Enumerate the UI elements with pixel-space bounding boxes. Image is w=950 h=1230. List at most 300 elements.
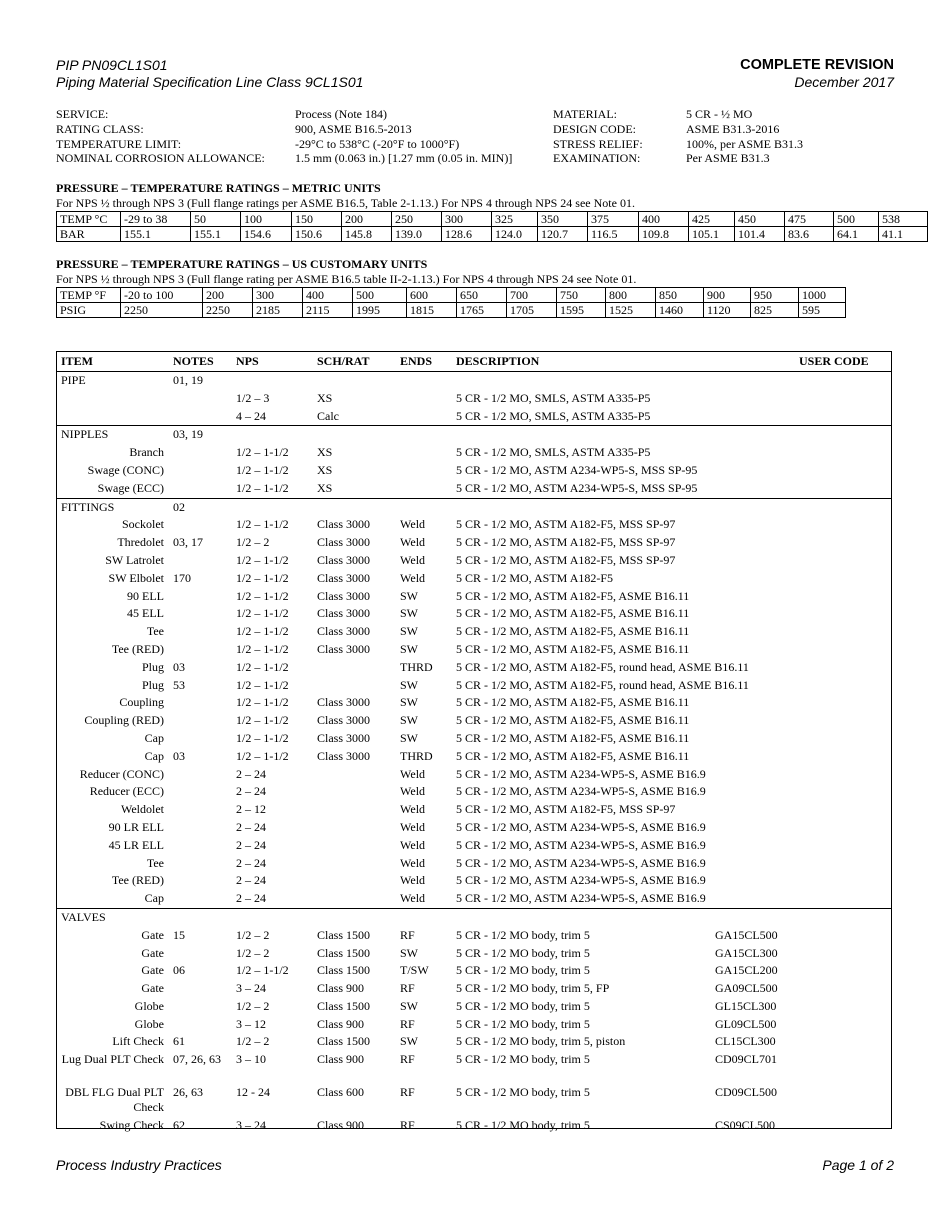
- table-row: [57, 748, 891, 766]
- item-description: 5 CR - 1/2 MO body, trim 5, FP: [456, 981, 610, 996]
- item-nps: 1/2 – 1-1/2: [236, 480, 289, 495]
- item-name: Lug Dual PLT Check: [61, 1052, 164, 1067]
- temp-cell: 500: [834, 212, 879, 227]
- item-ends: SW: [400, 624, 418, 639]
- temp-cell: 300: [442, 212, 492, 227]
- item-sch-rat: Class 3000: [317, 606, 371, 621]
- info-value: 100%, per ASME B31.3: [686, 136, 803, 151]
- info-label: SERVICE:: [56, 107, 109, 121]
- group-notes: 01, 19: [173, 373, 203, 387]
- item-nps: 1/2 – 2: [236, 945, 270, 960]
- us-ratings-table: [56, 287, 846, 318]
- item-name: 45 ELL: [127, 606, 164, 621]
- item-user-code: CS09CL500: [715, 1118, 776, 1133]
- item-description: 5 CR - 1/2 MO, ASTM A182-F5, ASME B16.11: [456, 606, 690, 621]
- item-notes: 170: [173, 570, 191, 585]
- info-value: 1.5 mm (0.063 in.) [1.27 mm (0.05 in. MIN)]: [295, 151, 513, 166]
- pressure-cell: 1995: [353, 303, 407, 318]
- pressure-cell: 101.4: [735, 227, 785, 242]
- temp-cell: 325: [492, 212, 538, 227]
- item-ends: SW: [400, 945, 418, 960]
- us-ratings-title: PRESSURE – TEMPERATURE RATINGS – US CUSTOMARY UNITS: [56, 257, 428, 271]
- table-row: [57, 552, 891, 570]
- item-name: Sockolet: [122, 517, 164, 532]
- pressure-label: BAR: [57, 227, 121, 242]
- info-value: Process (Note 184): [295, 107, 387, 121]
- temp-cell: 600: [407, 288, 457, 303]
- table-row: [57, 1117, 891, 1135]
- pressure-row: [57, 303, 846, 318]
- material-table-header: [57, 352, 891, 372]
- info-label: NOMINAL CORROSION ALLOWANCE:: [56, 151, 265, 166]
- pressure-cell: 1765: [457, 303, 507, 318]
- item-ends: SW: [400, 695, 418, 710]
- item-sch-rat: Class 1500: [317, 945, 371, 960]
- item-sch-rat: Class 600: [317, 1085, 365, 1100]
- col-ends: ENDS: [400, 354, 433, 368]
- item-description: 5 CR - 1/2 MO, ASTM A182-F5: [456, 570, 614, 585]
- item-name: Gate: [141, 963, 164, 978]
- item-ends: RF: [400, 1118, 415, 1133]
- table-row: [57, 444, 891, 462]
- item-nps: 1/2 – 2: [236, 1034, 270, 1049]
- item-user-code: GA09CL500: [715, 981, 778, 996]
- item-sch-rat: Class 1500: [317, 998, 371, 1013]
- item-nps: 1/2 – 1-1/2: [236, 588, 289, 603]
- item-ends: Weld: [400, 784, 426, 799]
- item-notes: 03: [173, 748, 185, 763]
- item-notes: 61: [173, 1034, 185, 1049]
- group-nipples: [57, 426, 891, 498]
- item-description: 5 CR - 1/2 MO, ASTM A234-WP5-S, ASME B16.9: [456, 819, 706, 834]
- item-name: Cap: [144, 748, 164, 763]
- revision-label: COMPLETE REVISION: [740, 57, 894, 73]
- table-row: [57, 712, 891, 730]
- group-name: NIPPLES: [61, 427, 109, 442]
- item-sch-rat: Class 3000: [317, 517, 371, 532]
- item-nps: 1/2 – 1-1/2: [236, 552, 289, 567]
- item-description: 5 CR - 1/2 MO, ASTM A182-F5, ASME B16.11: [456, 588, 690, 603]
- table-row: [57, 801, 891, 819]
- item-sch-rat: Class 3000: [317, 730, 371, 745]
- item-name: Globe: [134, 1016, 164, 1031]
- item-description: 5 CR - 1/2 MO, SMLS, ASTM A335-P5: [456, 408, 651, 423]
- item-name: Tee: [146, 855, 164, 870]
- item-nps: 1/2 – 1-1/2: [236, 445, 289, 460]
- item-sch-rat: Class 900: [317, 1118, 365, 1133]
- pressure-cell: 120.7: [538, 227, 588, 242]
- item-sch-rat: Class 3000: [317, 713, 371, 728]
- item-user-code: CD09CL500: [715, 1085, 778, 1100]
- col-notes: NOTES: [173, 354, 214, 368]
- table-row: [57, 1016, 891, 1034]
- temp-cell: 800: [606, 288, 656, 303]
- col-item: ITEM: [61, 354, 94, 368]
- item-ends: Weld: [400, 891, 426, 906]
- item-name: 45 LR ELL: [108, 837, 164, 852]
- revision-block: [740, 57, 894, 91]
- item-ends: Weld: [400, 552, 426, 567]
- item-name: Tee (RED): [111, 873, 164, 888]
- pressure-cell: 145.8: [342, 227, 392, 242]
- footer-org: Process Industry Practices: [56, 1157, 222, 1173]
- item-ends: Weld: [400, 855, 426, 870]
- pressure-cell: 116.5: [588, 227, 639, 242]
- item-sch-rat: XS: [317, 480, 333, 495]
- item-notes: 06: [173, 963, 185, 978]
- table-row: [57, 623, 891, 641]
- temp-label: TEMP °F: [57, 288, 121, 303]
- info-value: 5 CR - ½ MO: [686, 107, 753, 121]
- pressure-cell: 124.0: [492, 227, 538, 242]
- item-nps: 2 – 24: [236, 837, 266, 852]
- pressure-cell: 154.6: [241, 227, 292, 242]
- item-name: Swing Check: [99, 1118, 164, 1133]
- table-row: [57, 390, 891, 408]
- item-description: 5 CR - 1/2 MO, SMLS, ASTM A335-P5: [456, 445, 651, 460]
- pressure-cell: 1460: [656, 303, 704, 318]
- item-notes: 26, 63: [173, 1085, 203, 1100]
- item-sch-rat: Class 1500: [317, 1034, 371, 1049]
- item-description: 5 CR - 1/2 MO body, trim 5: [456, 927, 590, 942]
- item-description: 5 CR - 1/2 MO body, trim 5, piston: [456, 1034, 626, 1049]
- col-description: DESCRIPTION: [456, 354, 540, 368]
- item-ends: Weld: [400, 517, 426, 532]
- item-notes: 03, 17: [173, 535, 203, 550]
- item-description: 5 CR - 1/2 MO, ASTM A182-F5, ASME B16.11: [456, 730, 690, 745]
- item-name: Thredolet: [117, 535, 164, 550]
- item-nps: 3 – 12: [236, 1016, 266, 1031]
- info-label: EXAMINATION:: [553, 151, 641, 166]
- table-row: [57, 516, 891, 534]
- item-description: 5 CR - 1/2 MO body, trim 5: [456, 1085, 590, 1100]
- pressure-cell: 83.6: [785, 227, 834, 242]
- group-fittings: [57, 499, 891, 909]
- temp-cell: -20 to 100: [121, 288, 203, 303]
- item-notes: 53: [173, 677, 185, 692]
- item-notes: 15: [173, 927, 185, 942]
- pressure-cell: 1595: [557, 303, 606, 318]
- temp-cell: 350: [538, 212, 588, 227]
- item-user-code: CL15CL300: [715, 1034, 776, 1049]
- info-value: ASME B31.3-2016: [686, 121, 780, 136]
- item-description: 5 CR - 1/2 MO, ASTM A234-WP5-S, ASME B16.9: [456, 855, 706, 870]
- item-description: 5 CR - 1/2 MO, ASTM A182-F5, round head, ASME B16.11: [456, 677, 749, 692]
- table-row: [57, 588, 891, 606]
- pressure-cell: 2250: [203, 303, 253, 318]
- item-ends: SW: [400, 713, 418, 728]
- item-nps: 1/2 – 1-1/2: [236, 963, 289, 978]
- table-row: [57, 677, 891, 695]
- group-name: FITTINGS: [61, 499, 115, 514]
- item-sch-rat: Class 900: [317, 1016, 365, 1031]
- table-row: [57, 641, 891, 659]
- temp-cell: 200: [342, 212, 392, 227]
- item-user-code: GA15CL300: [715, 945, 778, 960]
- item-sch-rat: Class 3000: [317, 535, 371, 550]
- table-row: [57, 659, 891, 677]
- metric-ratings-title: PRESSURE – TEMPERATURE RATINGS – METRIC UNITS: [56, 181, 381, 195]
- item-description: 5 CR - 1/2 MO, ASTM A182-F5, MSS SP-97: [456, 517, 676, 532]
- info-label: TEMPERATURE LIMIT:: [56, 136, 182, 151]
- temp-cell: 100: [241, 212, 292, 227]
- item-description: 5 CR - 1/2 MO body, trim 5: [456, 963, 590, 978]
- item-name: Reducer (CONC): [79, 766, 164, 781]
- item-ends: SW: [400, 1034, 418, 1049]
- item-nps: 1/2 – 1-1/2: [236, 517, 289, 532]
- item-ends: Weld: [400, 570, 426, 585]
- item-ends: RF: [400, 981, 415, 996]
- item-name: Lift Check: [112, 1034, 164, 1049]
- item-nps: 1/2 – 3: [236, 390, 270, 405]
- pressure-cell: 41.1: [879, 227, 928, 242]
- info-right-label-col: [553, 107, 643, 166]
- item-nps: 1/2 – 1-1/2: [236, 695, 289, 710]
- item-nps: 2 – 24: [236, 891, 266, 906]
- item-description: 5 CR - 1/2 MO body, trim 5: [456, 1016, 590, 1031]
- pressure-row: [57, 227, 928, 242]
- item-notes: 07, 26, 63: [173, 1052, 221, 1067]
- item-name: Plug: [141, 659, 164, 674]
- item-name: SW Elbolet: [108, 570, 164, 585]
- item-sch-rat: XS: [317, 390, 333, 405]
- table-row: [57, 1084, 891, 1117]
- group-valves: [57, 909, 891, 1135]
- pressure-cell: 1705: [507, 303, 557, 318]
- item-sch-rat: Class 3000: [317, 624, 371, 639]
- pressure-cell: 2185: [253, 303, 303, 318]
- item-nps: 1/2 – 1-1/2: [236, 659, 289, 674]
- item-ends: THRD: [400, 659, 433, 674]
- item-description: 5 CR - 1/2 MO, ASTM A182-F5, ASME B16.11: [456, 695, 690, 710]
- info-value: Per ASME B31.3: [686, 151, 770, 166]
- item-sch-rat: Class 3000: [317, 748, 371, 763]
- item-description: 5 CR - 1/2 MO, ASTM A234-WP5-S, ASME B16.9: [456, 784, 706, 799]
- item-ends: RF: [400, 1016, 415, 1031]
- item-nps: 1/2 – 1-1/2: [236, 606, 289, 621]
- temp-cell: 400: [639, 212, 689, 227]
- info-label: MATERIAL:: [553, 107, 617, 121]
- item-ends: T/SW: [400, 963, 429, 978]
- group-notes: 02: [173, 499, 185, 514]
- item-description: 5 CR - 1/2 MO body, trim 5: [456, 945, 590, 960]
- info-label: RATING CLASS:: [56, 121, 144, 136]
- temp-cell: 250: [392, 212, 442, 227]
- item-name: Tee: [146, 624, 164, 639]
- temp-cell: 450: [735, 212, 785, 227]
- info-value: -29°C to 538°C (-20°F to 1000°F): [295, 136, 460, 151]
- item-sch-rat: Class 1500: [317, 963, 371, 978]
- col-nps: NPS: [236, 354, 259, 368]
- item-sch-rat: XS: [317, 462, 333, 477]
- item-nps: 2 – 24: [236, 784, 266, 799]
- item-description: 5 CR - 1/2 MO, ASTM A182-F5, ASME B16.11: [456, 624, 690, 639]
- table-row: [57, 1033, 891, 1051]
- group-header-row: [57, 426, 891, 444]
- table-row: [57, 945, 891, 963]
- table-row: [57, 998, 891, 1016]
- table-row: [57, 1051, 891, 1084]
- group-notes: 03, 19: [173, 427, 203, 442]
- item-sch-rat: Calc: [317, 408, 339, 423]
- item-sch-rat: Class 3000: [317, 641, 371, 656]
- item-name: 90 ELL: [127, 588, 164, 603]
- item-nps: 2 – 24: [236, 766, 266, 781]
- item-name: Tee (RED): [111, 641, 164, 656]
- info-label: STRESS RELIEF:: [553, 136, 643, 151]
- item-description: 5 CR - 1/2 MO, ASTM A234-WP5-S, MSS SP-95: [456, 462, 698, 477]
- item-user-code: GL09CL500: [715, 1016, 777, 1031]
- table-row: [57, 980, 891, 998]
- item-ends: Weld: [400, 535, 426, 550]
- temp-cell: 500: [353, 288, 407, 303]
- item-name: Swage (CONC): [87, 462, 164, 477]
- pressure-cell: 150.6: [292, 227, 342, 242]
- item-nps: 1/2 – 1-1/2: [236, 713, 289, 728]
- temp-cell: 475: [785, 212, 834, 227]
- item-name: Swage (ECC): [97, 480, 164, 495]
- item-nps: 2 – 12: [236, 802, 266, 817]
- item-description: 5 CR - 1/2 MO body, trim 5: [456, 998, 590, 1013]
- metric-ratings-note: For NPS ½ through NPS 3 (Full flange ratings per ASME B16.5, Table 2-1.13.) For NPS 4 through NPS 24 see Note 01.: [56, 196, 635, 210]
- table-row: [57, 783, 891, 801]
- temp-cell: 850: [656, 288, 704, 303]
- table-row: [57, 890, 891, 908]
- item-sch-rat: Class 3000: [317, 588, 371, 603]
- item-name: Weldolet: [120, 802, 164, 817]
- item-description: 5 CR - 1/2 MO body, trim 5: [456, 1118, 590, 1133]
- item-sch-rat: Class 900: [317, 1052, 365, 1067]
- item-ends: Weld: [400, 766, 426, 781]
- item-ends: THRD: [400, 748, 433, 763]
- temp-row: [57, 288, 846, 303]
- item-ends: Weld: [400, 819, 426, 834]
- temp-cell: 50: [191, 212, 241, 227]
- item-ends: Weld: [400, 837, 426, 852]
- temp-cell: 425: [689, 212, 735, 227]
- doc-id: PIP PN09CL1S01: [56, 57, 168, 73]
- info-left-value-col: [295, 107, 512, 166]
- pressure-cell: 105.1: [689, 227, 735, 242]
- item-name: Gate: [141, 945, 164, 960]
- item-description: 5 CR - 1/2 MO, ASTM A234-WP5-S, ASME B16.9: [456, 873, 706, 888]
- temp-cell: 400: [303, 288, 353, 303]
- item-ends: SW: [400, 588, 418, 603]
- temp-cell: 900: [704, 288, 751, 303]
- pressure-cell: 595: [799, 303, 846, 318]
- item-nps: 1/2 – 2: [236, 927, 270, 942]
- item-user-code: GA15CL200: [715, 963, 778, 978]
- item-name: Cap: [144, 730, 164, 745]
- item-ends: RF: [400, 1085, 415, 1100]
- page-number: Page 1 of 2: [822, 1157, 894, 1173]
- item-sch-rat: Class 900: [317, 981, 365, 996]
- item-user-code: CD09CL701: [715, 1052, 778, 1067]
- item-nps: 1/2 – 1-1/2: [236, 730, 289, 745]
- item-description: 5 CR - 1/2 MO, ASTM A182-F5, ASME B16.11: [456, 713, 690, 728]
- item-name: SW Latrolet: [105, 552, 164, 567]
- pressure-cell: 109.8: [639, 227, 689, 242]
- pressure-cell: 2250: [121, 303, 203, 318]
- item-name: Coupling (RED): [84, 713, 164, 728]
- pressure-cell: 128.6: [442, 227, 492, 242]
- item-sch-rat: Class 3000: [317, 552, 371, 567]
- item-nps: 2 – 24: [236, 819, 266, 834]
- table-row: [57, 605, 891, 623]
- table-row: [57, 819, 891, 837]
- table-row: [57, 962, 891, 980]
- item-description: 5 CR - 1/2 MO, ASTM A234-WP5-S, MSS SP-95: [456, 480, 698, 495]
- item-name: 90 LR ELL: [108, 819, 164, 834]
- group-name: PIPE: [61, 373, 86, 387]
- temp-cell: -29 to 38: [121, 212, 191, 227]
- item-nps: 2 – 24: [236, 855, 266, 870]
- item-nps: 3 – 10: [236, 1052, 266, 1067]
- temp-cell: 538: [879, 212, 928, 227]
- table-row: [57, 570, 891, 588]
- revision-date: December 2017: [794, 74, 894, 90]
- item-sch-rat: XS: [317, 445, 333, 460]
- us-ratings-note: For NPS ½ through NPS 3 (Full flange rating per ASME B16.5 table II-2-1.13.) For NPS 4 through NPS 24 see Note 01.: [56, 272, 637, 286]
- table-row: [57, 872, 891, 890]
- table-row: [57, 462, 891, 480]
- item-description: 5 CR - 1/2 MO, ASTM A182-F5, MSS SP-97: [456, 535, 676, 550]
- item-name: Coupling: [119, 695, 164, 710]
- pressure-cell: 1815: [407, 303, 457, 318]
- page-footer: [56, 1157, 894, 1173]
- page-header: [56, 57, 894, 91]
- table-row: [57, 837, 891, 855]
- item-nps: 1/2 – 2: [236, 535, 270, 550]
- item-description: 5 CR - 1/2 MO, ASTM A182-F5, MSS SP-97: [456, 802, 676, 817]
- pressure-cell: 1120: [704, 303, 751, 318]
- item-ends: RF: [400, 927, 415, 942]
- temp-cell: 150: [292, 212, 342, 227]
- item-nps: 1/2 – 2: [236, 998, 270, 1013]
- material-groups: [57, 372, 891, 1135]
- item-nps: 4 – 24: [236, 408, 266, 423]
- info-right-value-col: [686, 107, 803, 166]
- item-nps: 1/2 – 1-1/2: [236, 624, 289, 639]
- item-nps: 2 – 24: [236, 873, 266, 888]
- item-name: Globe: [134, 998, 164, 1013]
- info-label: DESIGN CODE:: [553, 121, 636, 136]
- item-nps: 1/2 – 1-1/2: [236, 677, 289, 692]
- table-row: [57, 730, 891, 748]
- item-ends: Weld: [400, 873, 426, 888]
- item-ends: SW: [400, 730, 418, 745]
- item-notes: 03: [173, 659, 185, 674]
- table-row: [57, 534, 891, 552]
- item-ends: Weld: [400, 802, 426, 817]
- item-name: DBL FLG Dual PLT Check: [65, 1085, 164, 1115]
- col-user-code: USER CODE: [799, 354, 869, 368]
- item-nps: 3 – 24: [236, 1118, 266, 1133]
- pressure-cell: 64.1: [834, 227, 879, 242]
- group-header-row: [57, 909, 891, 927]
- temp-cell: 650: [457, 288, 507, 303]
- table-row: [57, 766, 891, 784]
- item-nps: 1/2 – 1-1/2: [236, 641, 289, 656]
- pressure-cell: 155.1: [121, 227, 191, 242]
- item-nps: 1/2 – 1-1/2: [236, 462, 289, 477]
- pressure-cell: 825: [751, 303, 799, 318]
- item-sch-rat: Class 1500: [317, 927, 371, 942]
- pressure-cell: 155.1: [191, 227, 241, 242]
- item-sch-rat: Class 3000: [317, 570, 371, 585]
- group-pipe: [57, 372, 891, 426]
- table-row: [57, 408, 891, 426]
